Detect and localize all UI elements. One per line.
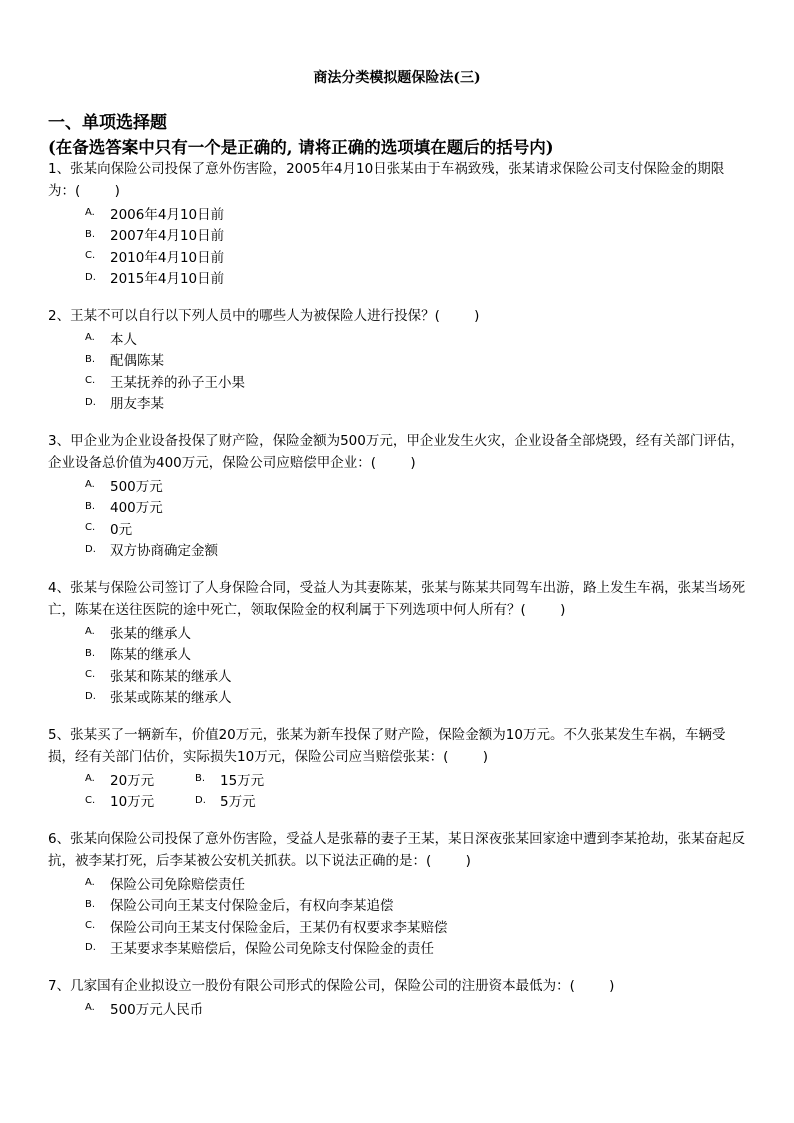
option-text: 配偶陈某 [110,353,164,370]
option-a [0,474,794,496]
option-label: A. [85,332,95,344]
option-d [0,267,794,289]
option-label: C. [85,375,96,387]
option-text: 20万元 [110,772,155,789]
option-label: A. [85,479,95,491]
question-stem: 7、几家国有企业拟设立一股份有限公司形式的保险公司，保险公司的注册资本最低为：( ) [48,978,615,994]
option-d [0,392,794,414]
section-instruction: (在备选答案中只有一个是正确的, 请将正确的选项填在题后的括号内) [48,138,554,157]
option-text: 15万元 [220,772,265,789]
question-1 [0,158,794,288]
option-a [0,872,794,894]
option-text: 5万元 [220,794,256,811]
option-label: B. [85,353,96,365]
option-b [0,224,794,246]
option-a [0,997,794,1019]
option-label: C. [85,920,96,932]
option-text: 张某和陈某的继承人 [110,668,232,685]
option-a [85,769,195,789]
option-c [0,664,794,686]
question-7 [0,975,794,1019]
option-text: 朋友李某 [110,396,164,413]
option-b [195,769,305,789]
option-text: 2015年4月10日前 [110,271,225,288]
option-text: 保险公司向王某支付保险金后，有权向李某追偿 [110,898,394,915]
option-text: 陈某的继承人 [110,647,191,664]
option-text: 10万元 [110,794,155,811]
question-4 [0,577,794,707]
option-label: D. [85,690,96,702]
option-text: 400万元 [110,500,163,517]
question-3 [0,430,794,560]
option-label: C. [85,250,96,262]
option-label: A. [85,207,95,219]
option-row [0,790,794,812]
option-a [0,621,794,643]
option-label: C. [85,669,96,681]
option-d [0,539,794,561]
option-text: 本人 [110,331,137,348]
option-text: 2007年4月10日前 [110,228,225,245]
section-heading: 一、单项选择题 [48,113,167,133]
question-stem: 4、张某与保险公司签订了人身保险合同，受益人为其妻陈某，张某与陈某共同驾车出游，路上发生车祸，张某当场死亡，陈某在送往医院的途中死亡，领取保险金的权利属于下列选项中何人所有？( ) [48,580,746,618]
option-text: 张某的继承人 [110,625,191,642]
option-text: 0元 [110,521,133,538]
option-d [0,937,794,959]
option-label: B. [195,773,206,785]
document-title: 商法分类模拟题保险法(三) [313,70,481,86]
option-text: 保险公司免除赔偿责任 [110,876,245,893]
option-text: 双方协商确定金额 [110,543,218,560]
option-label: B. [85,500,96,512]
option-label: B. [85,647,96,659]
question-stem: 6、张某向保险公司投保了意外伤害险，受益人是张幕的妻子王某，某日深夜张某回家途中遭到李某抢劫，张某奋起反抗，被李某打死，后李某被公安机关抓获。以下说法正确的是：( ) [48,831,746,869]
question-2 [0,305,794,413]
option-b [0,643,794,665]
option-label: B. [85,898,96,910]
option-a [0,327,794,349]
option-text: 500万元人民币 [110,1001,204,1018]
question-stem: 1、张某向保险公司投保了意外伤害险，2005年4月10日张某由于车祸致残，张某请求保险公司支付保险金的期限为：( ) [48,161,725,199]
option-text: 王某抚养的孙子王小果 [110,374,245,391]
option-b [0,894,794,916]
option-d [195,790,305,810]
question-list [0,158,794,1036]
option-label: B. [85,228,96,240]
option-label: D. [85,941,96,953]
option-text: 保险公司向王某支付保险金后，王某仍有权要求李某赔偿 [110,919,448,936]
option-c [0,370,794,392]
option-c [85,790,195,810]
option-label: D. [195,794,206,806]
question-stem: 2、王某不可以自行以下列人员中的哪些人为被保险人进行投保？( ) [48,308,480,324]
option-text: 2006年4月10日前 [110,206,225,223]
option-row [0,768,794,790]
option-c [0,915,794,937]
option-text: 2010年4月10日前 [110,249,225,266]
option-label: D. [85,271,96,283]
option-label: D. [85,543,96,555]
option-text: 王某要求李某赔偿后，保险公司免除支付保险金的责任 [110,941,434,958]
option-label: A. [85,1002,95,1014]
option-label: A. [85,877,95,889]
question-stem: 5、张某买了一辆新车，价值20万元，张某为新车投保了财产险，保险金额为10万元。不久张某发生车祸，车辆受损，经有关部门估价，实际损失10万元，保险公司应当赔偿张某：( ) [48,727,726,765]
option-a [0,202,794,224]
question-5 [0,724,794,811]
option-label: A. [85,626,95,638]
option-text: 张某或陈某的继承人 [110,690,232,707]
option-label: C. [85,794,96,806]
option-label: C. [85,522,96,534]
option-b [0,496,794,518]
question-stem: 3、甲企业为企业设备投保了财产险，保险金额为500万元，甲企业发生火灾，企业设备全部烧毁，经有关部门评估，企业设备总价值为400万元，保险公司应赔偿甲企业：( ) [48,433,744,471]
option-text: 500万元 [110,478,163,495]
option-c [0,245,794,267]
option-label: D. [85,396,96,408]
option-b [0,349,794,371]
option-d [0,686,794,708]
option-label: A. [85,773,95,785]
option-c [0,517,794,539]
question-6 [0,828,794,958]
